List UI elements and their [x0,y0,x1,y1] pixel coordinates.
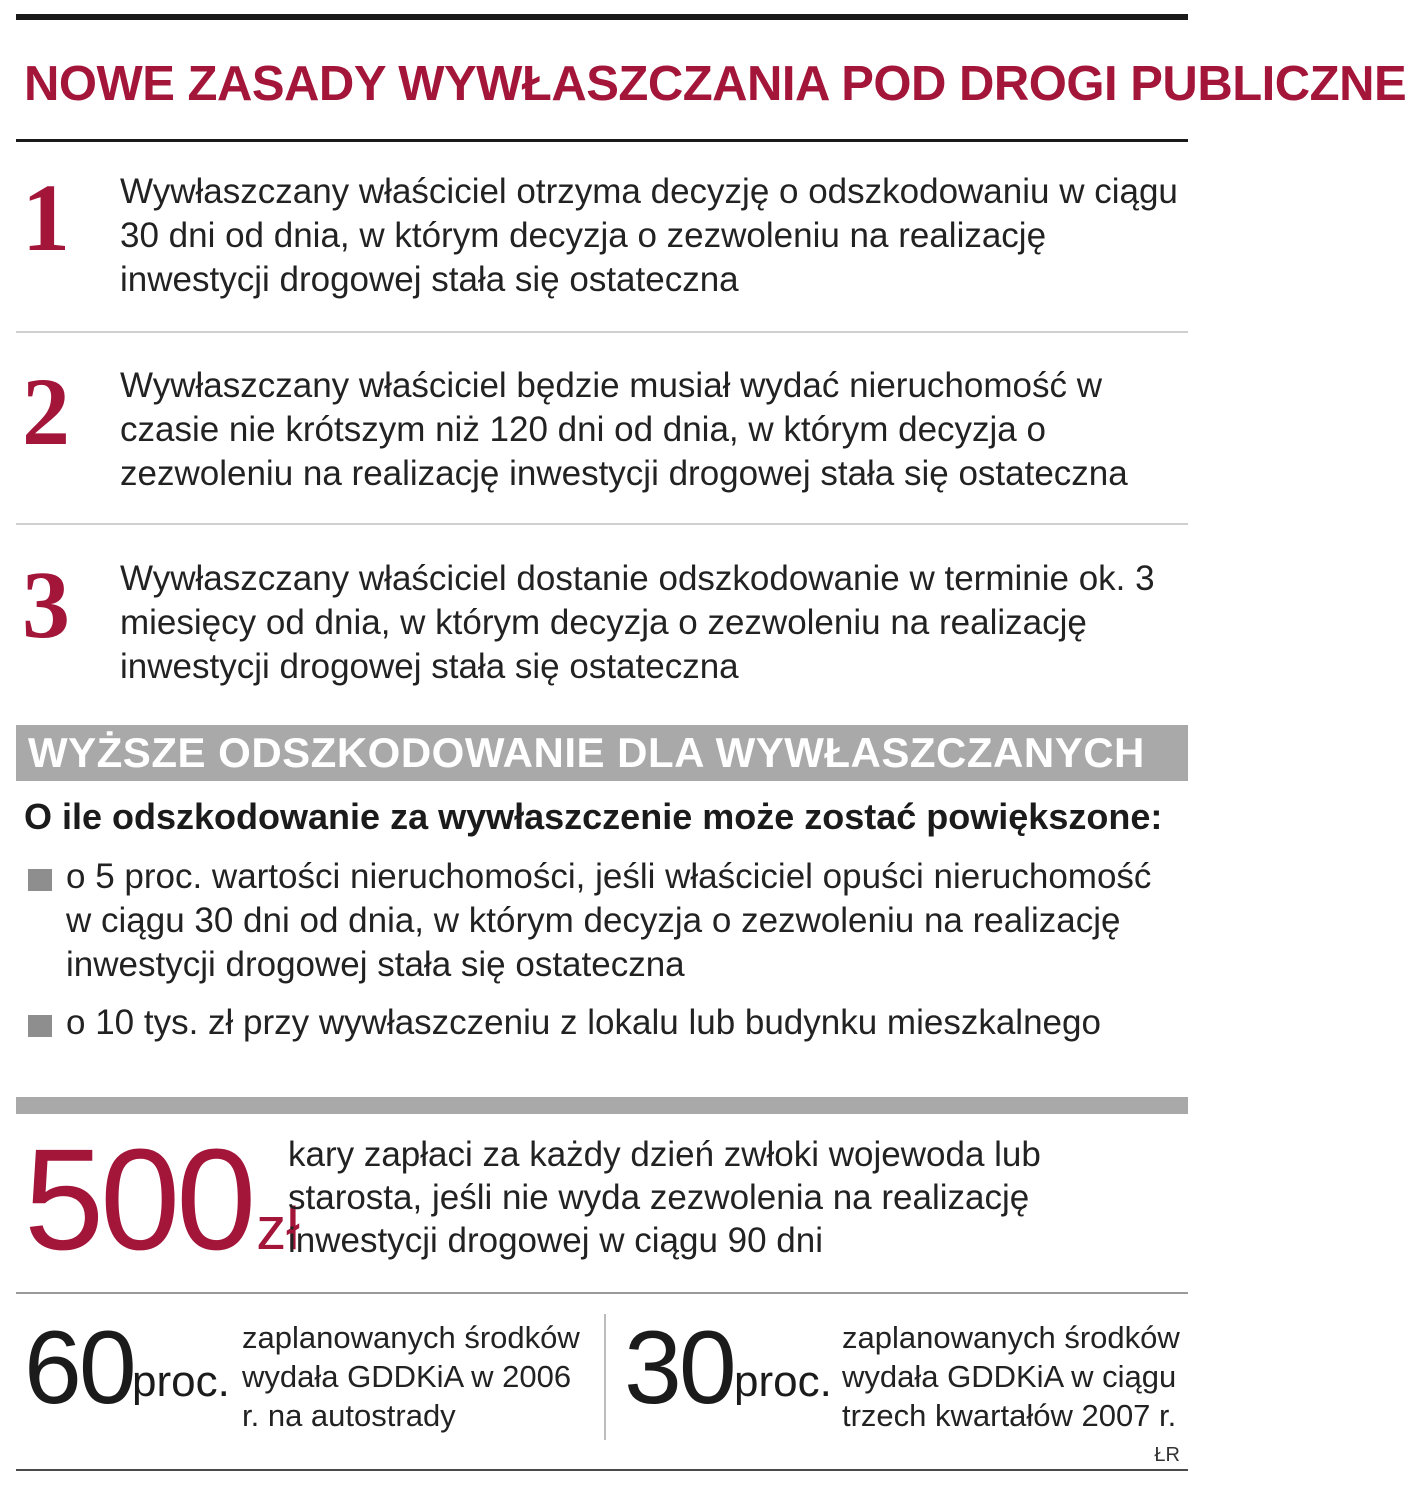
section-heading: WYŻSZE ODSZKODOWANIE DLA WYWŁASZCZANYCH [28,729,1145,776]
divider [16,1292,1188,1294]
stat-description: zaplanowanych środków wydała GDDKiA w 2006 r. na autostrady [242,1320,580,1433]
stat-divider [604,1314,606,1440]
section-lead: O ile odszkodowanie za wywłaszczenie może zostać powiększone: [24,796,1163,837]
item-number: 1 [22,164,70,271]
item-number: 3 [22,551,70,658]
author-credit: ŁR [1154,1444,1180,1466]
list-item-text: o 10 tys. zł przy wywłaszczeniu z lokalu lub budynku mieszkalnego [66,1003,1101,1042]
penalty-value: 500 [24,1119,253,1280]
numbered-item [16,358,1188,504]
stat-unit: proc. [132,1357,230,1406]
stat-value: 30 [624,1310,734,1426]
list-item-text: o 5 proc. wartości nieruchomości, jeśli właściciel opuści nieruchomość w ciągu 30 dni od dnia, w którym decyzja o zezwoleniu na realizację inwestycji drogowej stała się ostateczna [66,857,1152,984]
item-text: Wywłaszczany właściciel będzie musiał wydać nieruchomość w czasie nie krótszym niż 120 dni od dnia, w którym decyzja o zezwoleniu na realizację inwestycji drogowej stała się ostateczna [120,366,1128,493]
stat-block [624,1308,1184,1448]
list-item [28,855,1178,995]
item-text: Wywłaszczany właściciel otrzyma decyzję o odszkodowaniu w ciągu 30 dni od dnia, w którym decyzja o zezwoleniu na realizację inwestycji drogowej stała się ostateczna [120,172,1178,299]
numbered-item [16,164,1188,310]
page-title: NOWE ZASADY WYWŁASZCZANIA POD DROGI PUBLICZNE [24,57,1406,111]
stat-description: zaplanowanych środków wydała GDDKiA w ciągu trzech kwartałów 2007 r. [842,1320,1180,1433]
penalty-description: kary zapłaci za każdy dzień zwłoki wojewoda lub starosta, jeśli nie wyda zezwolenia na realizację inwestycji drogowej w ciągu 90 dni [288,1135,1041,1260]
bottom-rule [16,1469,1188,1471]
penalty-unit: zł [256,1195,300,1262]
numbered-item [16,551,1188,697]
title-rule [16,139,1188,142]
penalty-amount [24,1119,300,1280]
stat-value: 60 [24,1310,134,1426]
item-text: Wywłaszczany właściciel dostanie odszkodowanie w terminie ok. 3 miesięcy od dnia, w którym decyzja o zezwoleniu na realizację inwestycji drogowej stała się ostateczna [120,559,1155,686]
divider [16,331,1188,333]
item-number: 2 [22,358,70,465]
stat-unit: proc. [734,1357,832,1406]
section-heading-band [16,725,1188,781]
top-rule [16,14,1188,20]
list-item [28,1001,1178,1051]
section-divider-band [16,1097,1188,1114]
bullet-square-icon [28,869,52,891]
bullet-square-icon [28,1015,52,1037]
stat-block [24,1308,594,1448]
divider [16,523,1188,525]
